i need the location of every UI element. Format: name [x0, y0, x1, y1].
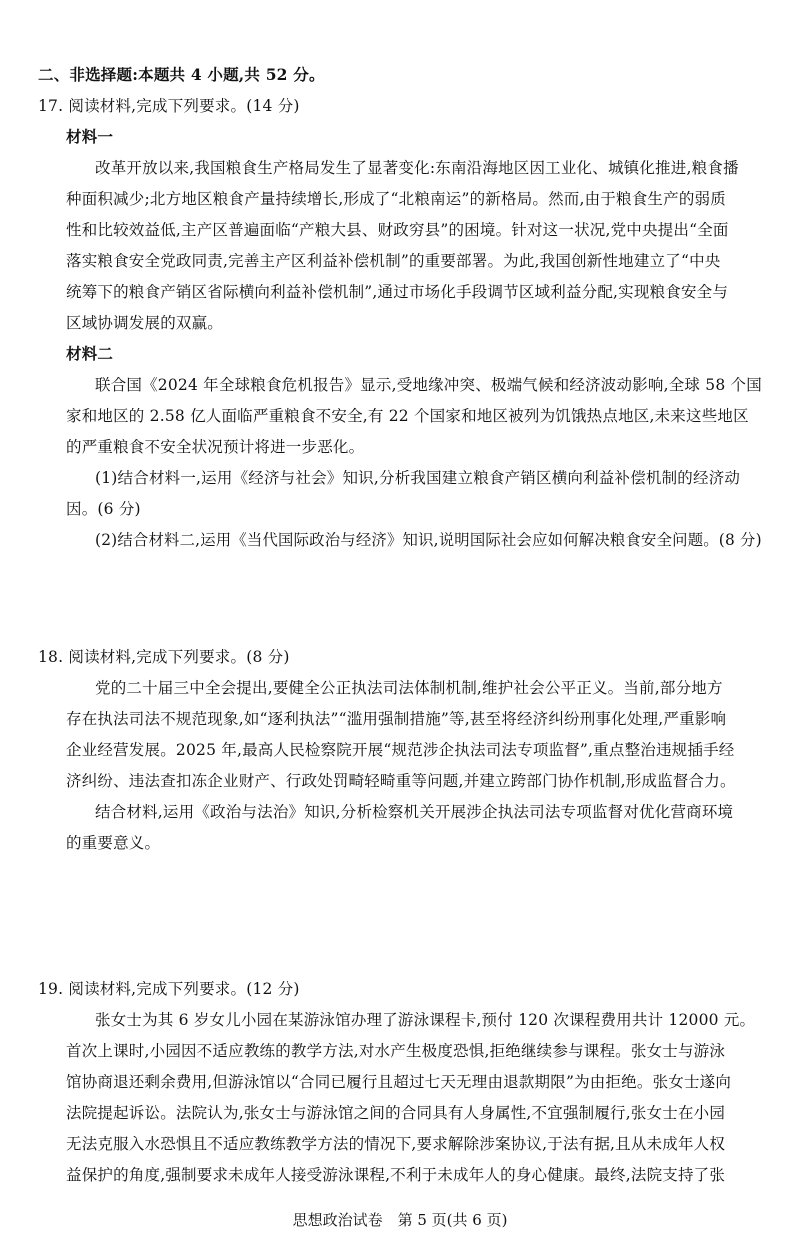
question-19-material-line: 张女士为其 6 岁女儿小园在某游泳馆办理了游泳课程卡,预付 120 次课程费用共计 12000 元。	[95, 1011, 756, 1029]
material-1-line: 种面积减少;北方地区粮食产量持续增长,形成了“北粮南运”的新格局。然而,由于粮食生产的弱质	[66, 190, 726, 208]
question-17-heading: 17. 阅读材料,完成下列要求。(14 分)	[38, 97, 300, 115]
question-19-material-line: 益保护的角度,强制要求未成年人接受游泳课程,不利于未成年人的身心健康。最终,法院支持了张	[66, 1166, 726, 1184]
question-18-heading: 18. 阅读材料,完成下列要求。(8 分)	[38, 648, 290, 666]
question-18-material-line: 济纠纷、违法查扣冻企业财产、行政处罚畸轻畸重等问题,并建立跨部门协作机制,形成监督合力。	[66, 772, 736, 790]
material-1-line: 落实粮食安全党政同责,完善主产区利益补偿机制”的重要部署。为此,我国创新性地建立了“中央	[66, 252, 721, 270]
material-2-line: 家和地区的 2.58 亿人面临严重粮食不安全,有 22 个国家和地区被列为饥饿热点地区,未来这些地区	[66, 407, 749, 425]
section-title: 二、非选择题:本题共 4 小题,共 52 分。	[38, 65, 325, 84]
question-19-material-line: 无法克服入水恐惧且不适应教练教学方法的情况下,要求解除涉案协议,于法有据,且从未成年人权	[66, 1135, 726, 1153]
question-18-material-line: 党的二十届三中全会提出,要健全公正执法司法体制机制,维护社会公平正义。当前,部分地方	[95, 679, 723, 697]
material-1-line: 统筹下的粮食产销区省际横向利益补偿机制”,通过市场化手段调节区域利益分配,实现粮食安全与	[66, 283, 729, 301]
material-2-line: 联合国《2024 年全球粮食危机报告》显示,受地缘冲突、极端气候和经济波动影响,全球 58 个国	[95, 376, 762, 394]
material-2-line: 的严重粮食不安全状况预计将进一步恶化。	[66, 438, 365, 456]
question-19-material-line: 馆协商退还剩余费用,但游泳馆以“合同已履行且超过七天无理由退款期限”为由拒绝。张女士遂向	[66, 1073, 732, 1091]
question-18-material-line: 企业经营发展。2025 年,最高人民检察院开展“规范涉企执法司法专项监督”,重点整治违规插手经	[66, 741, 735, 759]
subquestion-1: (1)结合材料一,运用《经济与社会》知识,分析我国建立粮食产销区横向利益补偿机制的经济动	[95, 469, 741, 487]
material-2-title: 材料二	[66, 344, 114, 363]
question-18-prompt: 的重要意义。	[66, 834, 161, 852]
question-19-heading: 19. 阅读材料,完成下列要求。(12 分)	[38, 980, 300, 998]
material-1-line: 改革开放以来,我国粮食生产格局发生了显著变化:东南沿海地区因工业化、城镇化推进,粮食播	[95, 159, 739, 177]
material-1-title: 材料一	[66, 127, 114, 146]
subquestion-1: 因。(6 分)	[66, 500, 141, 518]
question-19-material-line: 首次上课时,小园因不适应教练的教学方法,对水产生极度恐惧,拒绝继续参与课程。张女士与游泳	[66, 1042, 726, 1060]
material-1-line: 区域协调发展的双赢。	[66, 314, 224, 332]
question-19-material-line: 法院提起诉讼。法院认为,张女士与游泳馆之间的合同具有人身属性,不宜强制履行,张女士在小园	[66, 1104, 726, 1122]
page-footer: 思想政治试卷 第 5 页(共 6 页)	[292, 1211, 508, 1229]
question-18-material-line: 存在执法司法不规范现象,如“逐利执法”“滥用强制措施”等,甚至将经济纠纷刑事化处理,严重影响	[66, 710, 727, 728]
question-18-prompt: 结合材料,运用《政治与法治》知识,分析检察机关开展涉企执法司法专项监督对优化营商环境	[95, 803, 734, 821]
subquestion-2: (2)结合材料二,运用《当代国际政治与经济》知识,说明国际社会应如何解决粮食安全问题。(8 分)	[95, 531, 762, 549]
material-1-line: 性和比较效益低,主产区普遍面临“产粮大县、财政穷县”的困境。针对这一状况,党中央提出“全面	[66, 221, 729, 239]
